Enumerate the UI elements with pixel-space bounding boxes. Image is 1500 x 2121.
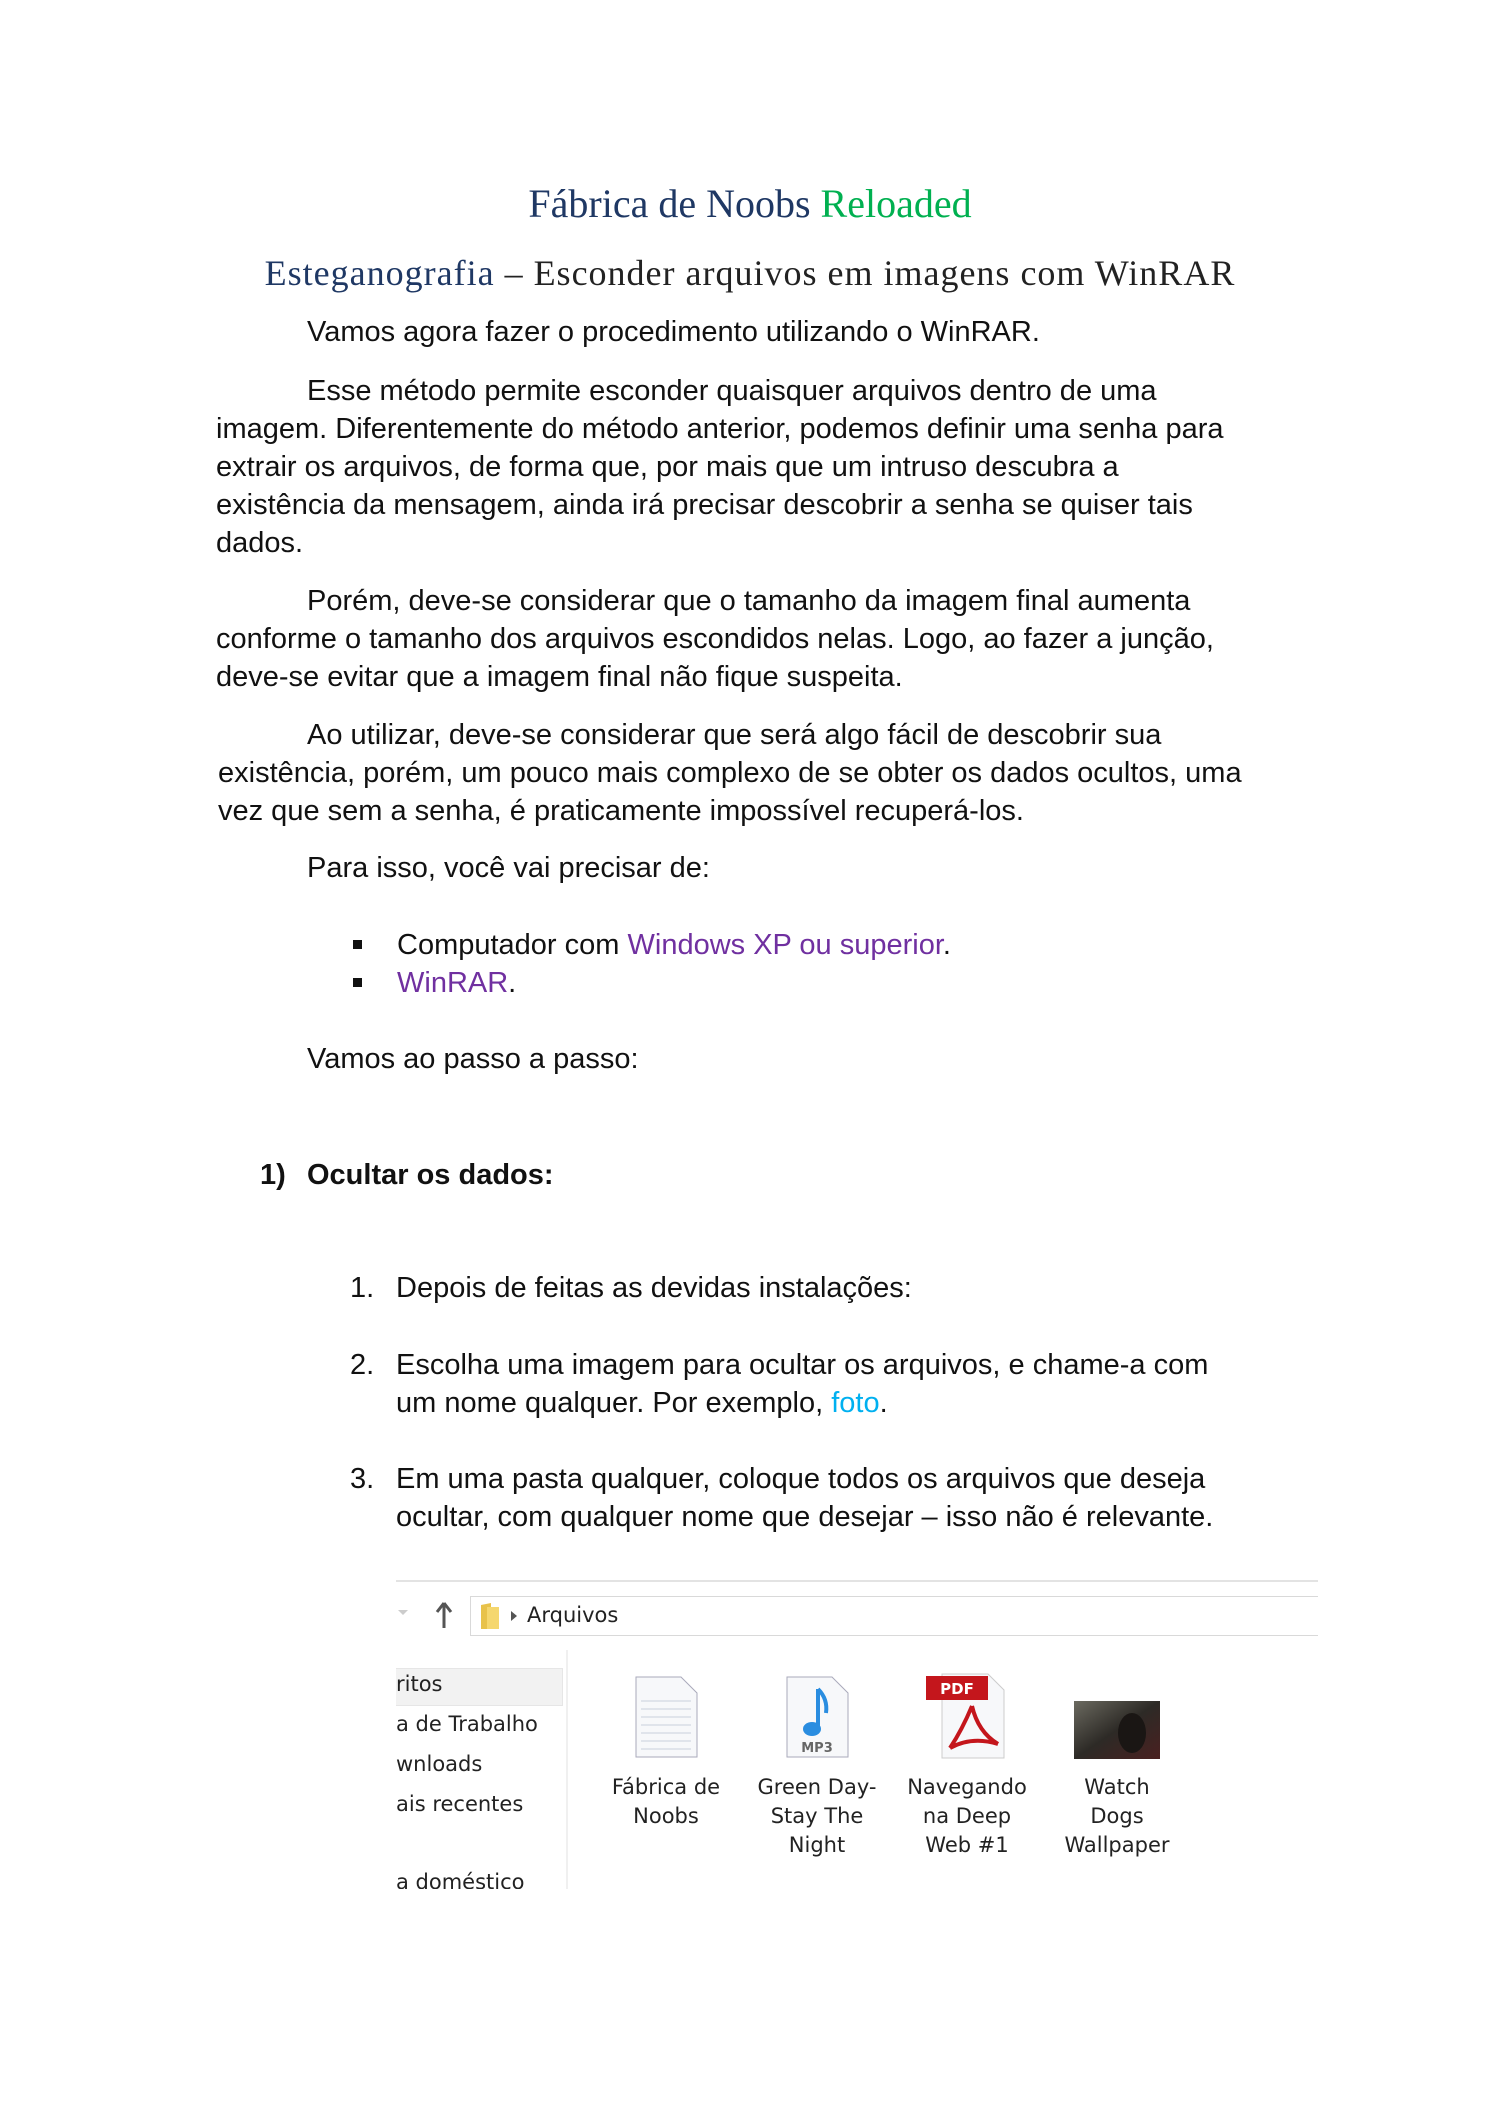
paragraph-intro: Vamos agora fazer o procedimento utilizando o WinRAR. (307, 316, 1040, 348)
bullet-text: Computador com (397, 929, 628, 961)
text-file-icon (631, 1675, 701, 1759)
paragraph-2-line: Esse método permite esconder quaisquer arquivos dentro de uma (307, 375, 1157, 407)
paragraph-2-line: existência da mensagem, ainda irá precisar descobrir a senha se quiser tais (216, 489, 1193, 521)
step-text: Escolha uma imagem para ocultar os arquivos, e chame-a com (396, 1349, 1209, 1381)
paragraph-2-line: extrair os arquivos, de forma que, por mais que um intruso descubra a (216, 451, 1119, 483)
navigation-pane (396, 1650, 568, 1889)
step-text-part: . (879, 1387, 888, 1419)
bullet-item (397, 964, 516, 1002)
section-number: 1) (260, 1159, 286, 1191)
bullet-suffix: . (942, 929, 951, 961)
file-label: Watch (1084, 1775, 1150, 1799)
image-thumbnail-icon (1072, 1675, 1162, 1759)
divider (396, 1580, 1318, 1582)
paragraph-3-line: deve-se evitar que a imagem final não fique suspeita. (216, 661, 903, 693)
up-arrow-icon[interactable] (434, 1600, 454, 1630)
mp3-file-icon (782, 1675, 852, 1759)
document-title (0, 180, 1500, 227)
nav-item-desktop[interactable]: a de Trabalho (396, 1712, 538, 1736)
step-text (396, 1384, 888, 1422)
file-label: Navegando (907, 1775, 1027, 1799)
title-accent: Reloaded (820, 181, 972, 226)
winrar-link[interactable]: WinRAR (397, 967, 509, 999)
step-text: Depois de feitas as devidas instalações: (396, 1272, 912, 1304)
file-label: Stay The (770, 1804, 864, 1828)
bullet-icon (353, 978, 362, 987)
file-label: Night (788, 1833, 846, 1857)
file-label: Fábrica de (611, 1775, 721, 1799)
subtitle-rest: – Esconder arquivos em imagens com WinRAR (494, 253, 1236, 293)
file-item[interactable] (601, 1675, 731, 1831)
title-main: Fábrica de Noobs (528, 181, 811, 226)
nav-item-downloads[interactable]: wnloads (396, 1752, 483, 1776)
nav-item-favorites[interactable]: ritos (396, 1672, 443, 1696)
step-number: 1. (350, 1272, 375, 1304)
section-heading: Ocultar os dados: (307, 1159, 554, 1191)
file-label: na Deep (922, 1804, 1012, 1828)
svg-text:MP3: MP3 (801, 1741, 833, 1756)
chevron-down-icon[interactable] (396, 1608, 410, 1618)
address-bar[interactable] (470, 1596, 1318, 1636)
explorer-screenshot (396, 1580, 1318, 1889)
file-label: Green Day- (757, 1775, 877, 1799)
paragraph-3-line: Porém, deve-se considerar que o tamanho da imagem final aumenta (307, 585, 1191, 617)
pdf-file-icon (922, 1670, 1012, 1760)
file-label: Web #1 (925, 1833, 1009, 1857)
file-item[interactable] (1052, 1675, 1182, 1860)
paragraph-steps-intro: Vamos ao passo a passo: (307, 1043, 639, 1075)
file-label: Wallpaper (1064, 1833, 1170, 1857)
step-number: 3. (350, 1463, 375, 1495)
paragraph-requirements: Para isso, você vai precisar de: (307, 852, 710, 884)
svg-text:PDF: PDF (940, 1680, 974, 1698)
bullet-suffix: . (508, 967, 517, 999)
folder-icon (477, 1601, 503, 1631)
bullet-icon (353, 940, 362, 949)
step-text: ocultar, com qualquer nome que desejar – isso não é relevante. (396, 1501, 1214, 1533)
document-subtitle (0, 252, 1500, 294)
windows-link[interactable]: Windows XP ou superior (627, 929, 943, 961)
file-label: Noobs (633, 1804, 699, 1828)
paragraph-4-line: vez que sem a senha, é praticamente impossível recuperá-los. (218, 795, 1024, 827)
paragraph-4-line: existência, porém, um pouco mais complexo de se obter os dados ocultos, uma (218, 757, 1242, 789)
bullet-item (397, 926, 951, 964)
file-label: Dogs (1090, 1804, 1144, 1828)
paragraph-2-line: dados. (216, 527, 304, 559)
file-item[interactable] (752, 1675, 882, 1860)
file-item[interactable] (902, 1670, 1032, 1860)
paragraph-2-line: imagem. Diferentemente do método anterior, podemos definir uma senha para (216, 413, 1224, 445)
breadcrumb-arrow-icon (509, 1609, 519, 1623)
filename-highlight: foto (831, 1387, 880, 1419)
subtitle-topic: Esteganografia (264, 253, 495, 293)
nav-item-recent[interactable]: ais recentes (396, 1792, 524, 1816)
nav-item-homegroup[interactable]: a doméstico (396, 1870, 525, 1889)
step-text-part: um nome qualquer. Por exemplo, (396, 1387, 832, 1419)
paragraph-3-line: conforme o tamanho dos arquivos escondidos nelas. Logo, ao fazer a junção, (216, 623, 1214, 655)
breadcrumb-folder[interactable]: Arquivos (527, 1603, 619, 1627)
paragraph-4-line: Ao utilizar, deve-se considerar que será algo fácil de descobrir sua (307, 719, 1162, 751)
step-text: Em uma pasta qualquer, coloque todos os arquivos que deseja (396, 1463, 1206, 1495)
step-number: 2. (350, 1349, 375, 1381)
